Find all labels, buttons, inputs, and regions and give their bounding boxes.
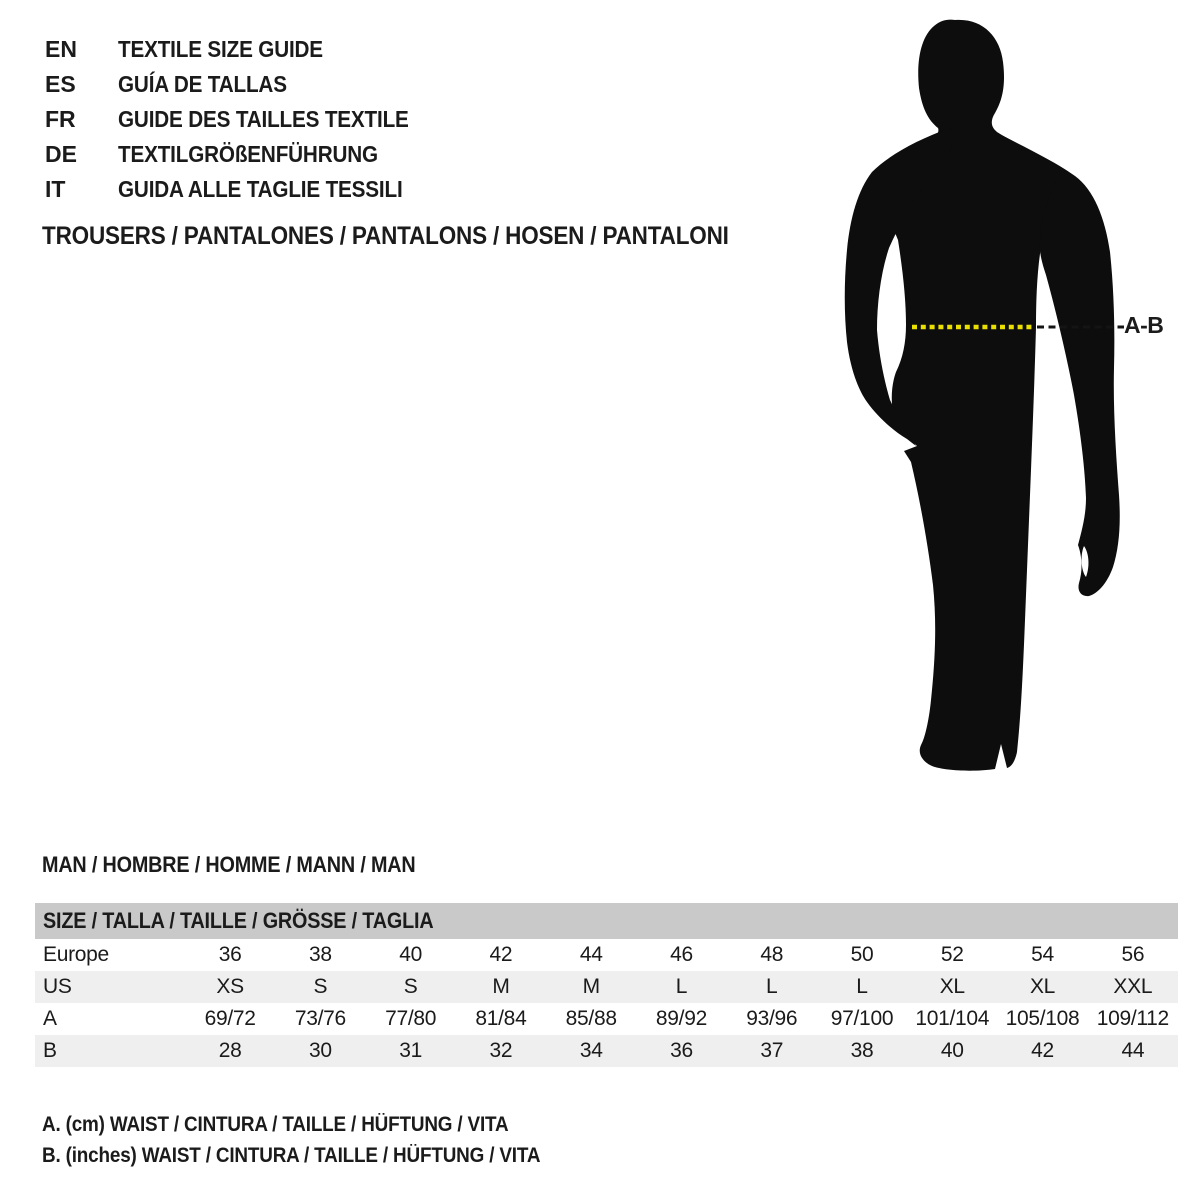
- size-cell: 40: [907, 1035, 997, 1067]
- lang-title: GUIDE DES TAILLES TEXTILE: [118, 106, 409, 132]
- size-cell: 44: [1088, 1035, 1178, 1067]
- lang-line-fr: [45, 106, 441, 132]
- size-cell: 73/76: [294, 1007, 346, 1030]
- lang-title: TEXTILGRÖßENFÜHRUNG: [118, 141, 378, 167]
- lang-line-es: [45, 71, 306, 97]
- size-cell: L: [636, 971, 726, 1003]
- size-table-header: SIZE / TALLA / TAILLE / GRÖSSE / TAGLIA: [35, 903, 1178, 939]
- lang-code: FR: [45, 106, 76, 132]
- size-cell: 40: [399, 943, 423, 966]
- size-cell: 77/80: [385, 1007, 437, 1030]
- table-row-a-cm: [35, 1003, 1178, 1035]
- lang-line-en: [45, 36, 346, 62]
- lang-title: TEXTILE SIZE GUIDE: [118, 36, 323, 62]
- size-cell: 54: [1031, 943, 1054, 966]
- table-row-europe: [35, 939, 1178, 971]
- lang-title: GUIDA ALLE TAGLIE TESSILI: [118, 176, 403, 202]
- size-cell: 37: [727, 1035, 817, 1067]
- size-cell: L: [817, 971, 907, 1003]
- lang-line-it: [45, 176, 434, 202]
- table-row-us: [35, 971, 1178, 1003]
- row-label: A: [43, 1007, 57, 1030]
- size-cell: 109/112: [1096, 1007, 1169, 1030]
- size-cell: 50: [850, 943, 874, 966]
- size-cell: XL: [907, 971, 997, 1003]
- gender-section-label: MAN / HOMBRE / HOMME / MANN / MAN: [42, 852, 416, 877]
- footnote-waist-cm: A. (cm) WAIST / CINTURA / TAILLE / HÜFTUNG / VITA: [42, 1113, 509, 1136]
- size-cell: M: [456, 971, 546, 1003]
- size-cell: 42: [997, 1035, 1087, 1067]
- size-cell: 38: [817, 1035, 907, 1067]
- size-cell: 93/96: [746, 1007, 798, 1030]
- size-cell: 46: [670, 943, 693, 966]
- size-cell: 42: [489, 943, 513, 966]
- size-cell: 89/92: [655, 1007, 707, 1030]
- size-cell: 30: [275, 1035, 365, 1067]
- table-row-b-inches: [35, 1035, 1178, 1067]
- product-type-heading: TROUSERS / PANTALONES / PANTALONS / HOSEN / PANTALONI: [42, 222, 729, 250]
- row-label: Europe: [43, 943, 109, 966]
- lang-code: IT: [45, 176, 66, 202]
- size-cell: S: [275, 971, 365, 1003]
- footnote-waist-inches: B. (inches) WAIST / CINTURA / TAILLE / HÜFTUNG / VITA: [42, 1144, 541, 1167]
- lang-line-de: [45, 141, 407, 167]
- size-cell: 105/108: [1005, 1007, 1080, 1030]
- size-cell: XXL: [1088, 971, 1178, 1003]
- silhouette-body: [868, 20, 1076, 771]
- lang-code: EN: [45, 36, 77, 62]
- size-cell: 36: [218, 943, 242, 966]
- size-cell: 36: [636, 1035, 726, 1067]
- size-cell: XS: [185, 971, 275, 1003]
- size-cell: 34: [546, 1035, 636, 1067]
- size-cell: 48: [760, 943, 784, 966]
- size-cell: S: [366, 971, 456, 1003]
- size-cell: 81/84: [475, 1007, 527, 1030]
- size-table: [35, 903, 1178, 1067]
- size-cell: 44: [579, 943, 603, 966]
- man-silhouette-figure: [800, 0, 1200, 800]
- size-cell: 69/72: [204, 1007, 256, 1030]
- size-cell: 32: [456, 1035, 546, 1067]
- table-header-row: [35, 903, 1178, 939]
- lang-title: GUÍA DE TALLAS: [118, 71, 287, 97]
- size-cell: 52: [940, 943, 964, 966]
- lang-code: DE: [45, 141, 77, 167]
- size-cell: 85/88: [565, 1007, 617, 1030]
- size-cell: L: [727, 971, 817, 1003]
- size-cell: XL: [997, 971, 1087, 1003]
- measure-label-ab: A-B: [1124, 312, 1164, 338]
- row-label: B: [35, 1035, 185, 1067]
- size-cell: 31: [366, 1035, 456, 1067]
- size-cell: 97/100: [830, 1007, 894, 1030]
- lang-code: ES: [45, 71, 76, 97]
- size-cell: 56: [1121, 943, 1145, 966]
- row-label: US: [35, 971, 185, 1003]
- size-cell: 38: [309, 943, 332, 966]
- size-cell: 28: [185, 1035, 275, 1067]
- size-cell: 101/104: [915, 1007, 990, 1030]
- size-cell: M: [546, 971, 636, 1003]
